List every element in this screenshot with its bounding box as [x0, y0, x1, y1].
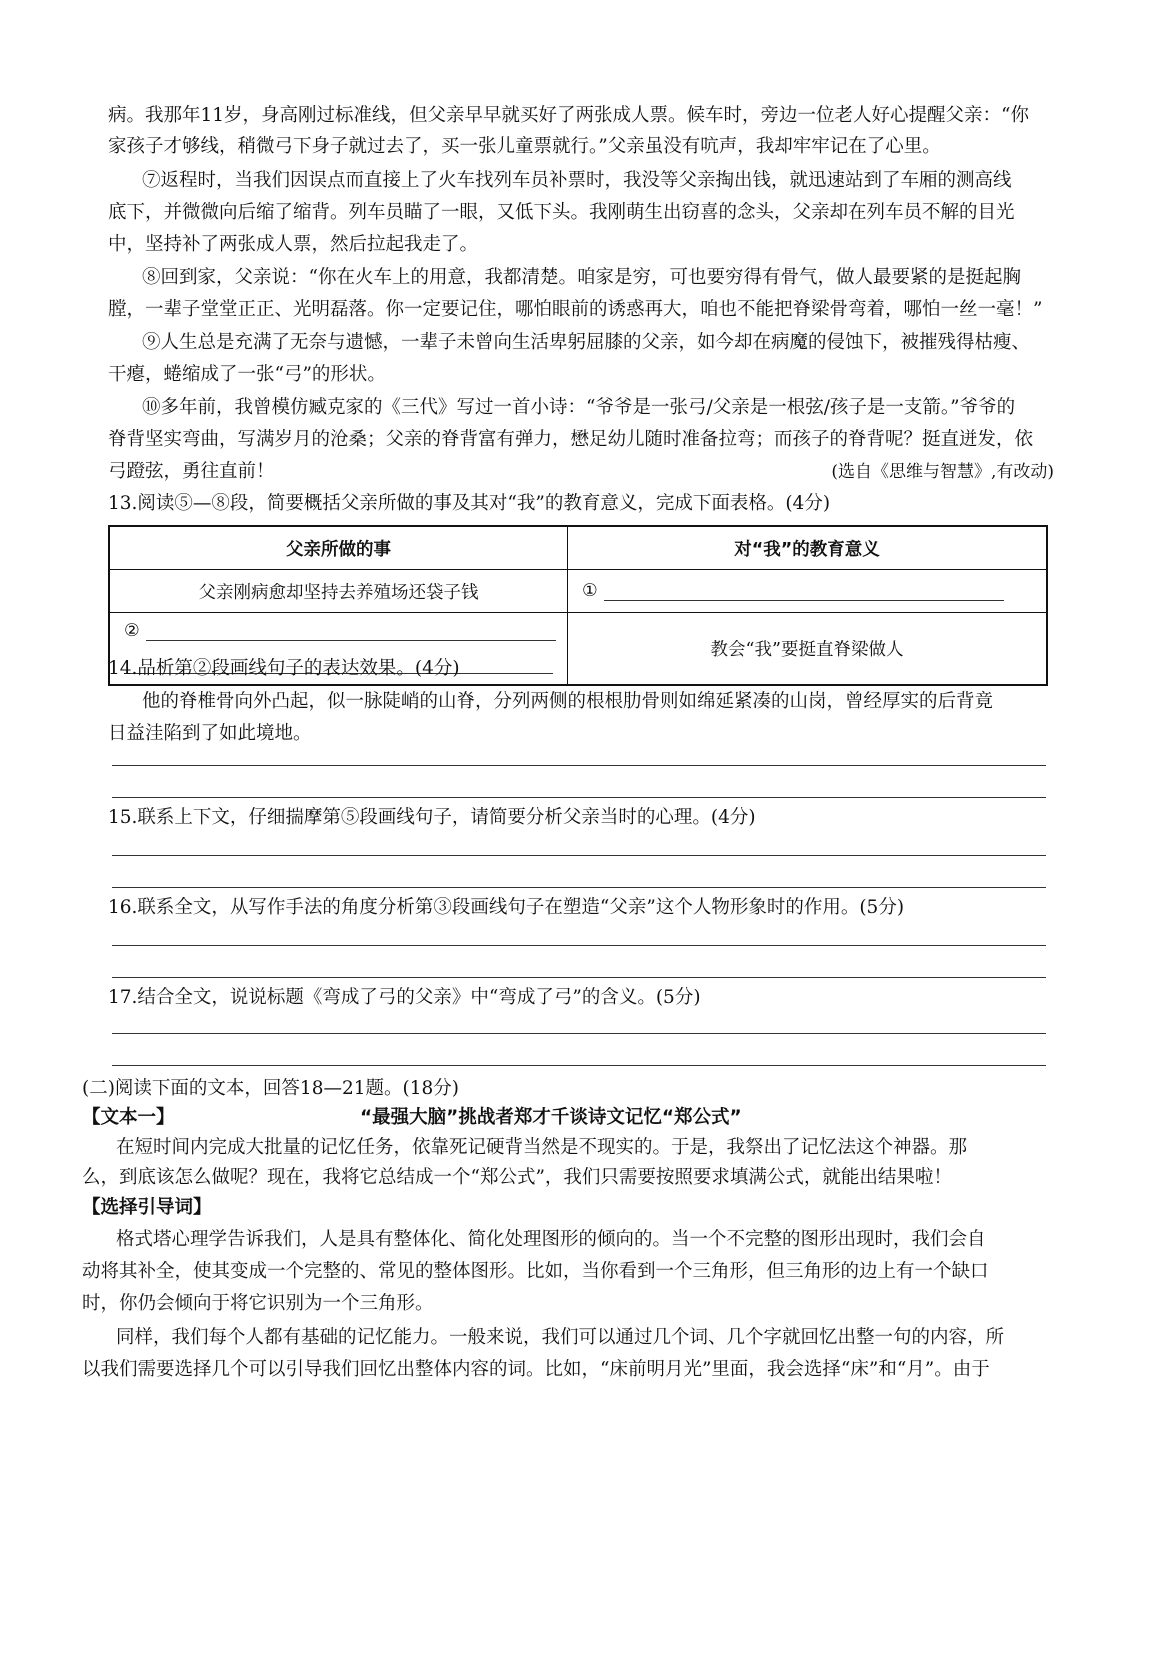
guide-line: 动将其补全，使其变成一个完整的、常见的整体图形。比如，当你看到一个三角形，但三角形的边上有一个缺口: [82, 1261, 989, 1282]
passage-paragraph-10: ⑩多年前，我曾模仿臧克家的《三代》写过一首小诗：“爷爷是一张弓/父亲是一根弦/孩子是一支箭。”爷爷的: [142, 397, 1016, 418]
guide-tag: 【选择引导词】: [82, 1197, 212, 1218]
passage-paragraph-9: ⑨人生总是充满了无奈与遗憾，一辈子未曾向生活卑躬屈膝的父亲，如今却在病魔的侵蚀下，被摧残得枯瘦、: [142, 332, 1031, 353]
text1-line: 么，到底该怎么做呢？现在，我将它总结成一个“郑公式”，我们只需要按照要求填满公式，就能出结果啦！: [82, 1167, 952, 1188]
answer-blank[interactable]: [604, 582, 1004, 601]
guide-paragraph: 同样，我们每个人都有基础的记忆能力。一般来说，我们可以通过几个词、几个字就回忆出整一句的内容，所: [116, 1327, 1005, 1348]
answer-line[interactable]: [112, 1033, 1046, 1034]
question-17: 17.结合全文，说说标题《弯成了弓的父亲》中“弯成了弓”的含义。(5分): [108, 987, 701, 1008]
answer-line[interactable]: [112, 797, 1046, 798]
guide-line: 以我们需要选择几个可以引导我们回忆出整体内容的词。比如，“床前明月光”里面，我会选择“床”和“月”。由于: [82, 1359, 990, 1380]
answer-line[interactable]: [112, 977, 1046, 978]
passage-line: 家孩子才够线，稍微弓下身子就过去了，买一张儿童票就行。”父亲虽没有吭声，我却牢牢记在了心里。: [108, 136, 941, 157]
passage-line: 干瘪，蜷缩成了一张“弓”的形状。: [108, 364, 386, 385]
passage-line: 脊背坚实弯曲，写满岁月的沧桑；父亲的脊背富有弹力，懋足幼儿随时准备拉弯；而孩子的脊背呢？挺直迸发，依: [108, 429, 1034, 450]
question-13: 13.阅读⑤—⑧段，简要概括父亲所做的事及其对“我”的教育意义，完成下面表格。(4分): [108, 493, 831, 514]
passage-line: 膛，一辈子堂堂正正、光明磊落。你一定要记住，哪怕眼前的诱惑再大，咱也不能把脊梁骨弯着，哪怕一丝一毫！”: [108, 299, 1043, 320]
text1-tag: 【文本一】: [82, 1107, 175, 1128]
text1-title: “最强大脑”挑战者郑才千谈诗文记忆“郑公式”: [360, 1107, 742, 1128]
guide-paragraph: 格式塔心理学告诉我们，人是具有整体化、简化处理图形的倾向的。当一个不完整的图形出现时，我们会自: [116, 1229, 986, 1250]
answer-cell-1[interactable]: [568, 570, 1048, 613]
answer-line[interactable]: [112, 765, 1046, 766]
passage-line: 弓蹬弦，勇往直前！: [108, 461, 275, 482]
table-header: 对“我”的教育意义: [568, 526, 1048, 570]
passage-line: 中，坚持补了两张成人票，然后拉起我走了。: [108, 234, 479, 255]
quoted-sentence: 日益洼陷到了如此境地。: [108, 723, 312, 744]
question-14: 14.品析第②段画线句子的表达效果。(4分): [108, 658, 460, 679]
answer-line[interactable]: [112, 855, 1046, 856]
quoted-sentence: 他的脊椎骨向外凸起，似一脉陡峭的山脊，分列两侧的根根肋骨则如绵延紧凑的山岗，曾经厚实的后背竟: [142, 691, 994, 712]
blank-number: ②: [124, 621, 140, 641]
blank-number: ①: [582, 581, 598, 601]
section-heading: (二)阅读下面的文本，回答18—21题。(18分): [82, 1078, 459, 1099]
answer-line[interactable]: [112, 945, 1046, 946]
passage-line: 病。我那年11岁，身高刚过标准线，但父亲早早就买好了两张成人票。候车时，旁边一位老人好心提醒父亲：“你: [108, 105, 1030, 126]
passage-source: (选自《思维与智慧》,有改动): [831, 462, 1054, 482]
answer-line[interactable]: [112, 887, 1046, 888]
text1-paragraph: 在短时间内完成大批量的记忆任务，依靠死记硬背当然是不现实的。于是，我祭出了记忆法这个神器。那: [116, 1137, 968, 1158]
question-16: 16.联系全文，从写作手法的角度分析第③段画线句子在塑造“父亲”这个人物形象时的作用。(5分): [108, 897, 905, 918]
passage-paragraph-8: ⑧回到家，父亲说：“你在火车上的用意，我都清楚。咱家是穷，可也要穷得有骨气，做人最要紧的是挺起胸: [142, 267, 1021, 288]
guide-line: 时，你仍会倾向于将它识别为一个三角形。: [82, 1293, 434, 1314]
passage-paragraph-7: ⑦返程时，当我们因误点而直接上了火车找列车员补票时，我没等父亲掏出钱，就迅速站到了车厢的测高线: [142, 170, 1012, 191]
table-cell: 父亲刚病愈却坚持去养殖场还袋子钱: [109, 570, 568, 613]
table-cell: 教会“我”要挺直脊梁做人: [568, 613, 1048, 686]
question-15: 15.联系上下文，仔细揣摩第⑤段画线句子，请简要分析父亲当时的心理。(4分): [108, 807, 756, 828]
table-header: 父亲所做的事: [109, 526, 568, 570]
passage-line: 底下，并微微向后缩了缩背。列车员瞄了一眼，又低下头。我刚萌生出窃喜的念头，父亲却在列车员不解的目光: [108, 202, 1015, 223]
answer-line[interactable]: [112, 1065, 1046, 1066]
answer-blank[interactable]: [146, 622, 556, 641]
